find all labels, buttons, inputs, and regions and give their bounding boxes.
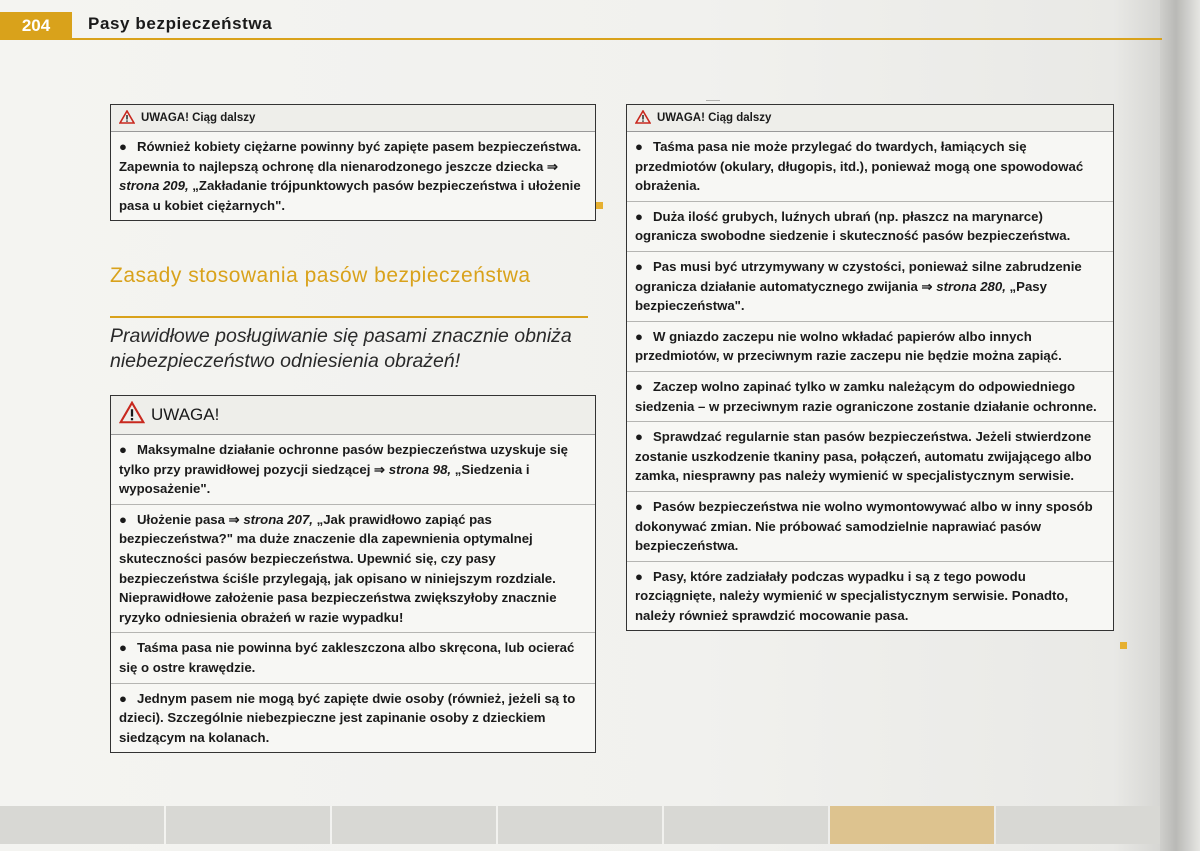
warning-triangle-icon [119,110,135,127]
warning-box-main [110,395,596,753]
divider [706,100,720,101]
header-rule [72,38,1162,40]
chapter-tab[interactable] [166,806,330,844]
warning-box-continued-right [626,104,1114,631]
section-intro: Prawidłowe posługiwanie się pasami znacznie obniża niebezpieczeństwo odniesienia obrażeń! [110,325,572,372]
warning-item: ● Jednym pasem nie mogą być zapięte dwie osoby (również, jeżeli są to dzieci). Szczególnie niebezpieczne jest zapinanie osoby z dzieckiem siedzącym na kolanach. [119,690,576,745]
running-title: Pasy bezpieczeństwa [88,14,273,33]
warning-item: ● Ułożenie pasa ⇒ strona 207, „Jak prawidłowo zapiąć pas bezpieczeństwa?" ma duże znaczenie dla zapewnienia optymalnej skuteczności pasów bezpieczeństwa. Upewnić się, czy pasy bezpieczeństwa ściśle przylegają, jak opisano w niniejszym rozdziale. Nieprawidłowe założenie pasa bezpieczeństwa zwiększyłoby znacznie ryzyko odniesienia obrażeń w razie wypadku! [111,505,595,634]
chapter-tab-active[interactable] [830,806,994,844]
warning-item: ● Maksymalne działanie ochronne pasów bezpieczeństwa uzyskuje się tylko przy prawidłowej pozycji siedzącej ⇒ strona 98, „Siedzenia i wyposażenie". [111,435,595,505]
chapter-tab[interactable] [332,806,496,844]
page-number: 204 [0,12,72,40]
page-edge [1160,0,1200,851]
warning-box-continued-left [110,104,596,221]
warning-item: ● Duża ilość grubych, luźnych ubrań (np. płaszcz na marynarce) ogranicza swobodne siedzenie i skuteczność pasów bezpieczeństwa. [627,202,1113,252]
section-end-marker [596,202,603,209]
page-reference-link[interactable]: strona 209, [119,178,189,194]
section-end-marker [1120,642,1127,649]
warning-header [111,105,595,132]
chapter-tab[interactable] [996,806,1160,844]
chapter-tab[interactable] [0,806,164,844]
warning-header [627,105,1113,132]
warning-triangle-icon [119,401,145,429]
warning-item: ● Taśma pasa nie powinna być zakleszczona albo skręcona, lub ocierać się o ostre krawędzie. [111,633,595,683]
warning-item: ● Pas musi być utrzymywany w czystości, ponieważ silne zabrudzenie ogranicza działanie automatycznego zwijania ⇒ strona 280, „Pasy bezpieczeństwa". [627,252,1113,322]
warning-title: UWAGA! [151,405,220,424]
warning-item: ● Taśma pasa nie może przylegać do twardych, łamiących się przedmiotów (okulary, długopis, itd.), ponieważ mogą one spowodować obrażenia. [627,132,1113,202]
page-reference-link[interactable]: strona 280, [936,278,1006,294]
section-heading: Zasady stosowania pasów bezpieczeństwa [110,264,531,287]
chapter-tabs [0,806,1160,844]
warning-item: ● W gniazdo zaczepu nie wolno wkładać papierów albo innych przedmiotów, w przeciwnym razie zaczepu nie będzie można zapiąć. [627,322,1113,372]
warning-item: ● Również kobiety ciężarne powinny być zapięte pasem bezpieczeństwa. Zapewnia to najlepszą ochronę dla nienarodzonego jeszcze dziecka ⇒ strona 209, „Zakładanie trójpunktowych pasów bezpieczeństwa i ułożenie pasa u kobiet ciężarnych". [119,139,582,213]
page-reference-link[interactable]: strona 207, [243,511,313,527]
warning-item: ● Zaczep wolno zapinać tylko w zamku należącym do odpowiedniego siedzenia – w przeciwnym razie ograniczone zostanie działanie ochronne. [627,372,1113,422]
warning-triangle-icon [635,110,651,127]
chapter-tab[interactable] [498,806,662,844]
warning-item: ● Pasy, które zadziałały podczas wypadku i są z tego powodu rozciągnięte, należy wymienić w specjalistycznym serwisie. Ponadto, należy również sprawdzić mocowanie pasa. [635,568,1069,623]
warning-title: UWAGA! Ciąg dalszy [141,112,256,124]
heading-rule [110,316,588,318]
chapter-tab[interactable] [664,806,828,844]
warning-item: ● Sprawdzać regularnie stan pasów bezpieczeństwa. Jeżeli stwierdzone zostanie uszkodzenie tkaniny pasa, połączeń, automatu zwijającego albo zamka, niesprawny pas należy wymienić w specjalistycznym serwisie. [627,422,1113,492]
page-reference-link[interactable]: strona 98, [388,461,452,477]
warning-header [111,396,595,435]
warning-title: UWAGA! Ciąg dalszy [657,112,772,124]
warning-item: ● Pasów bezpieczeństwa nie wolno wymontowywać albo w inny sposób dokonywać zmian. Nie próbować samodzielnie naprawiać pasów bezpieczeństwa. [627,492,1113,562]
